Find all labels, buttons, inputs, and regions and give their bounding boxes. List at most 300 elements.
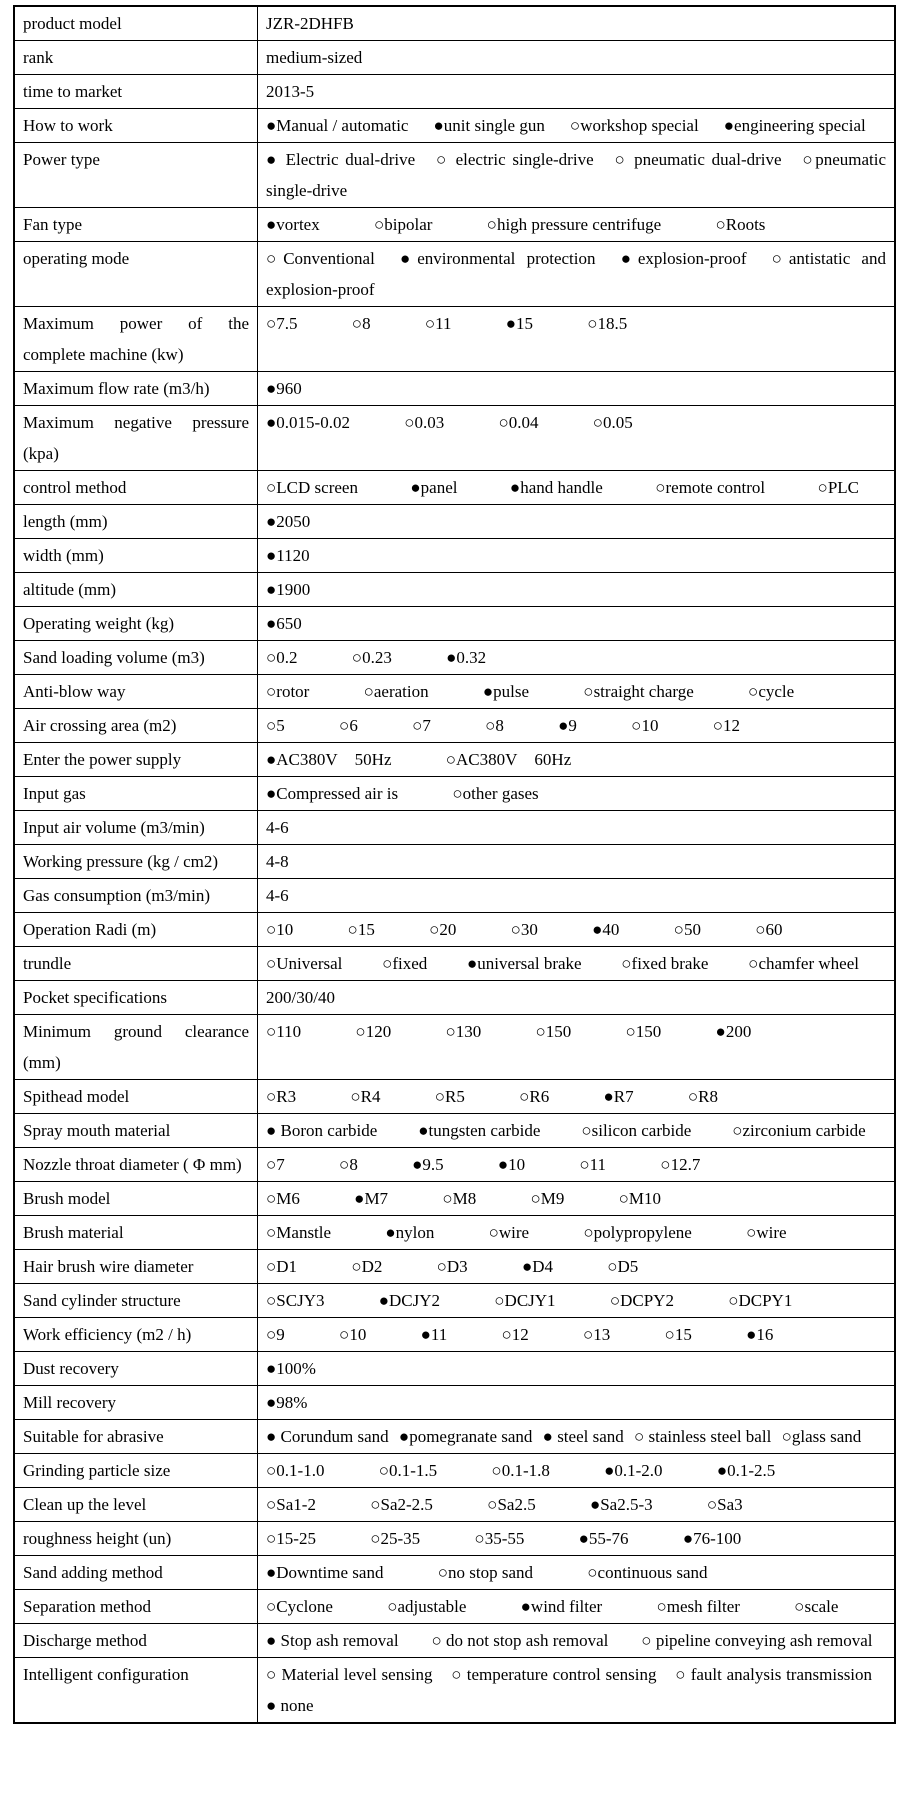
row-label: Clean up the level xyxy=(14,1488,258,1522)
option: ○glass sand xyxy=(781,1427,862,1446)
option: ○R6 xyxy=(519,1087,550,1106)
option: ○M10 xyxy=(618,1189,662,1208)
radio-unselected-icon: ○ xyxy=(266,1325,277,1344)
table-row xyxy=(14,505,895,539)
row-label: Maximum negative pressure (kpa) xyxy=(14,406,258,471)
radio-selected-icon: ● xyxy=(266,512,277,531)
radio-unselected-icon: ○ xyxy=(387,1597,398,1616)
radio-selected-icon: ● xyxy=(520,1597,531,1616)
option: ○0.1-1.8 xyxy=(491,1461,550,1480)
table-row xyxy=(14,1080,895,1114)
row-label: Working pressure (kg / cm2) xyxy=(14,845,258,879)
row-label: Maximum flow rate (m3/h) xyxy=(14,372,258,406)
row-label: Spray mouth material xyxy=(14,1114,258,1148)
radio-unselected-icon: ○ xyxy=(530,1189,541,1208)
table-row xyxy=(14,1590,895,1624)
radio-unselected-icon: ○ xyxy=(350,1087,361,1106)
table-row xyxy=(14,539,895,573)
radio-unselected-icon: ○ xyxy=(664,1325,675,1344)
radio-unselected-icon: ○ xyxy=(581,1121,592,1140)
option: ○D2 xyxy=(351,1257,383,1276)
option: ○12 xyxy=(501,1325,529,1344)
row-value xyxy=(258,1556,896,1590)
radio-unselected-icon: ○ xyxy=(266,1223,277,1242)
radio-selected-icon: ● xyxy=(266,1427,277,1446)
radio-unselected-icon: ○ xyxy=(442,1189,453,1208)
option: ○DCPY2 xyxy=(609,1291,674,1310)
radio-unselected-icon: ○ xyxy=(266,314,277,333)
option: ○ Material level sensing xyxy=(266,1665,433,1684)
option: ● Corundum sand xyxy=(266,1427,389,1446)
row-label: Intelligent configuration xyxy=(14,1658,258,1724)
option: ○0.05 xyxy=(592,413,633,432)
option: ○9 xyxy=(266,1325,285,1344)
row-value xyxy=(258,539,896,573)
option: ○50 xyxy=(673,920,701,939)
option: ○120 xyxy=(355,1022,392,1041)
row-value xyxy=(258,1250,896,1284)
radio-unselected-icon: ○ xyxy=(355,1022,366,1041)
row-value xyxy=(258,573,896,607)
radio-unselected-icon: ○ xyxy=(339,716,350,735)
option: ○0.23 xyxy=(351,648,392,667)
option: ●nylon xyxy=(385,1223,435,1242)
row-label: Discharge method xyxy=(14,1624,258,1658)
option: ○20 xyxy=(429,920,457,939)
radio-selected-icon: ● xyxy=(505,314,516,333)
option: ○ electric single-drive xyxy=(435,150,594,169)
radio-selected-icon: ● xyxy=(420,1325,431,1344)
radio-unselected-icon: ○ xyxy=(339,1325,350,1344)
option: ●wind filter xyxy=(520,1597,603,1616)
row-label: How to work xyxy=(14,109,258,143)
option: ● steel sand xyxy=(542,1427,624,1446)
radio-unselected-icon: ○ xyxy=(266,1155,277,1174)
option: ○Sa2.5 xyxy=(487,1495,536,1514)
option: ○polypropylene xyxy=(583,1223,692,1242)
row-value xyxy=(258,143,896,208)
option: ●DCJY2 xyxy=(378,1291,441,1310)
table-row xyxy=(14,1522,895,1556)
row-label: Fan type xyxy=(14,208,258,242)
option: ○8 xyxy=(339,1155,358,1174)
option: ○ do not stop ash removal xyxy=(431,1631,609,1650)
radio-unselected-icon: ○ xyxy=(382,954,393,973)
radio-unselected-icon: ○ xyxy=(579,1155,590,1174)
radio-unselected-icon: ○ xyxy=(486,215,497,234)
table-row xyxy=(14,1488,895,1522)
option: ○M8 xyxy=(442,1189,477,1208)
radio-selected-icon: ● xyxy=(266,1631,277,1650)
row-value xyxy=(258,1386,896,1420)
option: ●960 xyxy=(266,379,302,398)
row-value xyxy=(258,1216,896,1250)
option: ●universal brake xyxy=(466,954,582,973)
table-row xyxy=(14,75,895,109)
row-value: 4-8 xyxy=(258,845,896,879)
table-row xyxy=(14,913,895,947)
table-row xyxy=(14,947,895,981)
option: ○7 xyxy=(266,1155,285,1174)
radio-unselected-icon: ○ xyxy=(501,1325,512,1344)
radio-selected-icon: ● xyxy=(542,1427,553,1446)
option: ○0.1-1.5 xyxy=(378,1461,438,1480)
option: ○25-35 xyxy=(370,1529,421,1548)
row-label: control method xyxy=(14,471,258,505)
row-value xyxy=(258,1352,896,1386)
option: ○7.5 xyxy=(266,314,298,333)
row-label: Separation method xyxy=(14,1590,258,1624)
spec-table-body xyxy=(14,6,895,1723)
radio-unselected-icon: ○ xyxy=(781,1427,792,1446)
option: ●explosion-proof xyxy=(620,249,747,268)
radio-selected-icon: ● xyxy=(266,1393,277,1412)
radio-unselected-icon: ○ xyxy=(436,1257,447,1276)
row-label: Power type xyxy=(14,143,258,208)
row-value xyxy=(258,1284,896,1318)
radio-selected-icon: ● xyxy=(266,580,277,599)
radio-unselected-icon: ○ xyxy=(817,478,828,497)
row-value xyxy=(258,406,896,471)
row-value xyxy=(258,1318,896,1352)
option: ○M9 xyxy=(530,1189,565,1208)
option: ○Roots xyxy=(715,215,766,234)
row-label: Mill recovery xyxy=(14,1386,258,1420)
row-value xyxy=(258,1080,896,1114)
option: ○35-55 xyxy=(474,1529,525,1548)
radio-selected-icon: ● xyxy=(446,648,457,667)
table-row xyxy=(14,208,895,242)
radio-unselected-icon: ○ xyxy=(266,1495,277,1514)
row-label: rank xyxy=(14,41,258,75)
radio-unselected-icon: ○ xyxy=(587,314,598,333)
radio-selected-icon: ● xyxy=(603,1087,614,1106)
radio-unselected-icon: ○ xyxy=(266,648,277,667)
row-value xyxy=(258,505,896,539)
option: ●76-100 xyxy=(682,1529,742,1548)
option: ○30 xyxy=(510,920,538,939)
option: ●M7 xyxy=(354,1189,389,1208)
radio-selected-icon: ● xyxy=(385,1223,396,1242)
radio-selected-icon: ● xyxy=(558,716,569,735)
radio-unselected-icon: ○ xyxy=(583,1223,594,1242)
option: ○110 xyxy=(266,1022,302,1041)
radio-selected-icon: ● xyxy=(589,1495,601,1514)
option: ●pulse xyxy=(482,682,530,701)
row-label: Air crossing area (m2) xyxy=(14,709,258,743)
option: ○rotor xyxy=(266,682,310,701)
radio-unselected-icon: ○ xyxy=(583,682,594,701)
option: ○D3 xyxy=(436,1257,468,1276)
option: ○ pipeline conveying ash removal xyxy=(641,1631,873,1650)
radio-selected-icon: ● xyxy=(266,750,277,769)
row-value xyxy=(258,307,896,372)
radio-unselected-icon: ○ xyxy=(771,249,789,268)
radio-selected-icon: ● xyxy=(266,784,277,803)
row-label: Operating weight (kg) xyxy=(14,607,258,641)
radio-selected-icon: ● xyxy=(266,379,277,398)
option: ●vortex xyxy=(266,215,320,234)
radio-unselected-icon: ○ xyxy=(488,1223,499,1242)
option: ○PLC xyxy=(817,478,859,497)
option: ●D4 xyxy=(521,1257,553,1276)
radio-selected-icon: ● xyxy=(410,478,421,497)
option: ○zirconium carbide xyxy=(732,1121,866,1140)
table-row xyxy=(14,845,895,879)
table-row xyxy=(14,143,895,208)
option: ●pomegranate sand xyxy=(398,1427,533,1446)
radio-selected-icon: ● xyxy=(433,116,444,135)
radio-unselected-icon: ○ xyxy=(618,1189,629,1208)
radio-unselected-icon: ○ xyxy=(732,1121,743,1140)
option: ●10 xyxy=(497,1155,526,1174)
table-row xyxy=(14,573,895,607)
radio-unselected-icon: ○ xyxy=(592,413,604,432)
option: ○straight charge xyxy=(583,682,694,701)
row-label: altitude (mm) xyxy=(14,573,258,607)
radio-selected-icon: ● xyxy=(266,150,279,169)
row-label: width (mm) xyxy=(14,539,258,573)
radio-selected-icon: ● xyxy=(521,1257,533,1276)
radio-unselected-icon: ○ xyxy=(363,682,374,701)
option: ○DCPY1 xyxy=(728,1291,793,1310)
table-row xyxy=(14,372,895,406)
row-value xyxy=(258,947,896,981)
radio-unselected-icon: ○ xyxy=(675,1665,686,1684)
row-label: Brush material xyxy=(14,1216,258,1250)
table-row xyxy=(14,1148,895,1182)
row-value xyxy=(258,675,896,709)
option: ●650 xyxy=(266,614,302,633)
option: ○0.03 xyxy=(404,413,445,432)
option: ○ fault analysis transmission xyxy=(675,1665,873,1684)
radio-unselected-icon: ○ xyxy=(715,215,726,234)
option: ●100% xyxy=(266,1359,316,1378)
option: ○0.2 xyxy=(266,648,298,667)
option: ○18.5 xyxy=(587,314,628,333)
option: ○150 xyxy=(625,1022,662,1041)
radio-unselected-icon: ○ xyxy=(748,682,759,701)
option: ○10 xyxy=(631,716,659,735)
radio-unselected-icon: ○ xyxy=(510,920,521,939)
radio-unselected-icon: ○ xyxy=(351,1257,362,1276)
radio-selected-icon: ● xyxy=(509,478,521,497)
option: ○Sa2-2.5 xyxy=(370,1495,433,1514)
row-label: Work efficiency (m2 / h) xyxy=(14,1318,258,1352)
table-row xyxy=(14,1624,895,1658)
radio-unselected-icon: ○ xyxy=(404,413,415,432)
radio-unselected-icon: ○ xyxy=(266,1291,277,1310)
radio-unselected-icon: ○ xyxy=(266,1022,277,1041)
option: ○M6 xyxy=(266,1189,300,1208)
option: ○pneumatic single-drive xyxy=(266,150,886,200)
row-value xyxy=(258,242,896,307)
row-label: Sand loading volume (m3) xyxy=(14,641,258,675)
radio-unselected-icon: ○ xyxy=(266,1597,277,1616)
option: ●Manual / automatic xyxy=(266,116,409,135)
row-value xyxy=(258,1148,896,1182)
radio-selected-icon: ● xyxy=(620,249,638,268)
row-value xyxy=(258,109,896,143)
radio-unselected-icon: ○ xyxy=(347,920,358,939)
radio-unselected-icon: ○ xyxy=(583,1325,594,1344)
radio-unselected-icon: ○ xyxy=(445,750,457,769)
row-value xyxy=(258,607,896,641)
option: ●Downtime sand xyxy=(266,1563,384,1582)
table-row xyxy=(14,1250,895,1284)
option: ○SCJY3 xyxy=(266,1291,325,1310)
option: ○13 xyxy=(583,1325,611,1344)
radio-unselected-icon: ○ xyxy=(351,648,363,667)
row-value xyxy=(258,1522,896,1556)
radio-unselected-icon: ○ xyxy=(429,920,440,939)
row-label: product model xyxy=(14,6,258,41)
row-label: Minimum ground clearance (mm) xyxy=(14,1015,258,1080)
option: ● Boron carbide xyxy=(266,1121,378,1140)
option: ○LCD screen xyxy=(266,478,358,497)
option: ○continuous sand xyxy=(587,1563,708,1582)
table-row xyxy=(14,1216,895,1250)
radio-selected-icon: ● xyxy=(412,1155,423,1174)
table-row xyxy=(14,641,895,675)
radio-unselected-icon: ○ xyxy=(621,954,632,973)
table-row xyxy=(14,307,895,372)
option: ●Sa2.5-3 xyxy=(589,1495,653,1514)
option: ○bipolar xyxy=(373,215,433,234)
option: ○R8 xyxy=(687,1087,718,1106)
option: ○cycle xyxy=(748,682,795,701)
row-value xyxy=(258,1658,896,1724)
radio-unselected-icon: ○ xyxy=(266,1087,277,1106)
option: ○D1 xyxy=(266,1257,298,1276)
option: ● Stop ash removal xyxy=(266,1631,399,1650)
option: ○wire xyxy=(488,1223,530,1242)
option: ○5 xyxy=(266,716,285,735)
option: ●unit single gun xyxy=(433,116,545,135)
option: ○12.7 xyxy=(660,1155,701,1174)
radio-unselected-icon: ○ xyxy=(687,1087,699,1106)
radio-unselected-icon: ○ xyxy=(748,954,759,973)
option: ○D5 xyxy=(607,1257,639,1276)
option: ○remote control xyxy=(655,478,766,497)
radio-unselected-icon: ○ xyxy=(266,249,284,268)
row-label: Suitable for abrasive xyxy=(14,1420,258,1454)
option: ○12 xyxy=(712,716,740,735)
radio-unselected-icon: ○ xyxy=(266,954,277,973)
radio-selected-icon: ● xyxy=(723,116,735,135)
option: ○fixed xyxy=(382,954,428,973)
option: ○10 xyxy=(266,920,294,939)
option: ○mesh filter xyxy=(656,1597,740,1616)
row-value xyxy=(258,913,896,947)
row-value xyxy=(258,1015,896,1080)
product-spec-table xyxy=(13,5,896,1724)
option: ○60 xyxy=(755,920,783,939)
option: ○antistatic and explosion-proof xyxy=(266,249,886,299)
option: ●hand handle xyxy=(509,478,603,497)
table-row xyxy=(14,1420,895,1454)
radio-unselected-icon: ○ xyxy=(424,314,436,333)
row-label: Grinding particle size xyxy=(14,1454,258,1488)
radio-selected-icon: ● xyxy=(400,249,418,268)
option: ○wire xyxy=(746,1223,787,1242)
option: ● none xyxy=(266,1696,314,1715)
option: ○Cyclone xyxy=(266,1597,333,1616)
option: ○7 xyxy=(412,716,431,735)
radio-selected-icon: ● xyxy=(578,1529,589,1548)
option: ●Compressed air is xyxy=(266,784,399,803)
radio-selected-icon: ● xyxy=(497,1155,509,1174)
row-label: Pocket specifications xyxy=(14,981,258,1015)
option: ● Electric dual-drive xyxy=(266,150,416,169)
radio-unselected-icon: ○ xyxy=(452,784,463,803)
row-label: length (mm) xyxy=(14,505,258,539)
radio-unselected-icon: ○ xyxy=(712,716,723,735)
radio-unselected-icon: ○ xyxy=(802,150,816,169)
option: ●0.32 xyxy=(446,648,487,667)
radio-unselected-icon: ○ xyxy=(498,413,509,432)
row-label: Spithead model xyxy=(14,1080,258,1114)
radio-unselected-icon: ○ xyxy=(370,1529,381,1548)
table-row xyxy=(14,1352,895,1386)
radio-unselected-icon: ○ xyxy=(609,1291,621,1310)
radio-unselected-icon: ○ xyxy=(412,716,423,735)
row-value xyxy=(258,1590,896,1624)
table-row xyxy=(14,406,895,471)
row-value xyxy=(258,1488,896,1522)
row-value: 200/30/40 xyxy=(258,981,896,1015)
radio-unselected-icon: ○ xyxy=(491,1461,502,1480)
radio-unselected-icon: ○ xyxy=(569,116,581,135)
radio-unselected-icon: ○ xyxy=(266,716,277,735)
option: ○workshop special xyxy=(569,116,699,135)
option: ○Manstle xyxy=(266,1223,332,1242)
radio-unselected-icon: ○ xyxy=(434,1087,446,1106)
row-label: Brush model xyxy=(14,1182,258,1216)
option: ○8 xyxy=(351,314,371,333)
radio-unselected-icon: ○ xyxy=(535,1022,546,1041)
radio-unselected-icon: ○ xyxy=(266,1257,277,1276)
row-value xyxy=(258,372,896,406)
radio-unselected-icon: ○ xyxy=(494,1291,505,1310)
option: ○15-25 xyxy=(266,1529,316,1548)
option: ●panel xyxy=(410,478,458,497)
table-row xyxy=(14,1318,895,1352)
row-label: operating mode xyxy=(14,242,258,307)
radio-unselected-icon: ○ xyxy=(587,1563,598,1582)
radio-unselected-icon: ○ xyxy=(451,1665,463,1684)
row-value xyxy=(258,1182,896,1216)
radio-selected-icon: ● xyxy=(266,1359,277,1378)
table-row xyxy=(14,1284,895,1318)
option: ○high pressure centrifuge xyxy=(486,215,662,234)
radio-unselected-icon: ○ xyxy=(373,215,385,234)
option: ○R4 xyxy=(350,1087,381,1106)
option: ○AC380V 60Hz xyxy=(445,750,572,769)
radio-unselected-icon: ○ xyxy=(437,1563,448,1582)
radio-unselected-icon: ○ xyxy=(794,1597,805,1616)
table-row xyxy=(14,981,895,1015)
row-label: Sand cylinder structure xyxy=(14,1284,258,1318)
option: ●200 xyxy=(715,1022,752,1041)
row-value xyxy=(258,641,896,675)
row-label: Sand adding method xyxy=(14,1556,258,1590)
option: ○8 xyxy=(485,716,504,735)
row-value xyxy=(258,471,896,505)
row-value: medium-sized xyxy=(258,41,896,75)
table-row xyxy=(14,607,895,641)
table-row xyxy=(14,471,895,505)
